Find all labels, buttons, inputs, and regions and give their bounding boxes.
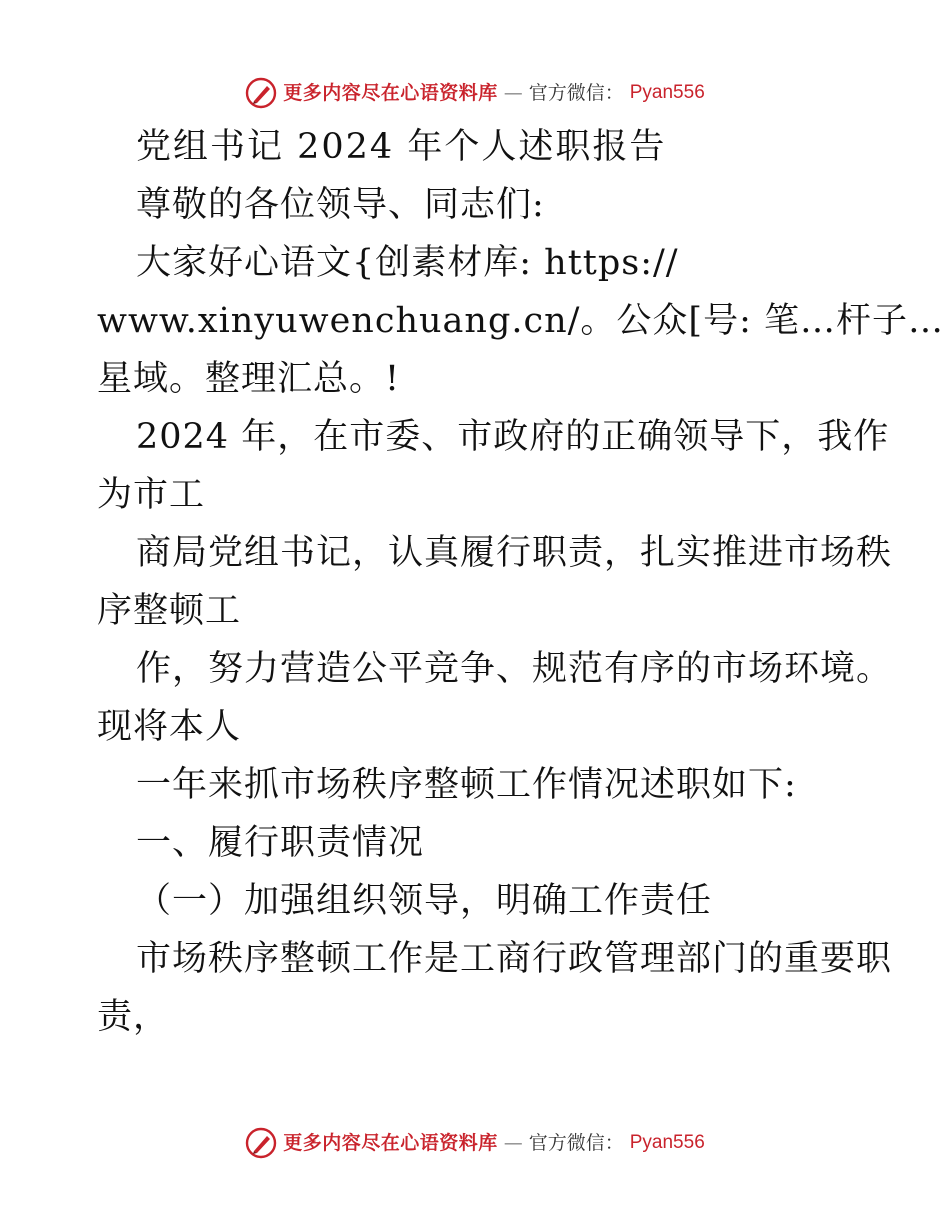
- paragraph-line: 序整顿工: [97, 591, 242, 631]
- paragraph-line: 为市工: [97, 475, 206, 515]
- paragraph-line: 星域。整理汇总。!: [97, 359, 401, 399]
- banner-slogan: 更多内容尽在心语资料库: [283, 82, 498, 104]
- paragraph-line: 一年来抓市场秩序整顿工作情况述职如下:: [136, 765, 797, 805]
- paragraph-line: www.xinyuwenchuang.cn/。公众[号: 笔…杆子…: [97, 301, 944, 341]
- subsection-heading: （一）加强组织领导，明确工作责任: [136, 881, 713, 921]
- section-heading: 一、履行职责情况: [136, 823, 425, 863]
- footer-banner: [0, 1127, 950, 1159]
- paragraph-line: 大家好心语文{创素材库: https://: [136, 243, 679, 283]
- banner-separator: —: [503, 82, 523, 104]
- banner-wechat-label: 官方微信：: [528, 82, 624, 104]
- document-body: [97, 118, 944, 1046]
- paragraph-line: 责，: [97, 997, 170, 1037]
- document-title: 党组书记 2024 年个人述职报告: [136, 127, 667, 167]
- banner-wechat-id: Pyan556: [629, 1132, 705, 1153]
- quill-pen-logo-icon: [245, 1127, 277, 1159]
- salutation: 尊敬的各位领导、同志们:: [136, 185, 545, 225]
- paragraph-line: 作，努力营造公平竞争、规范有序的市场环境。: [136, 649, 893, 689]
- paragraph-line: 商局党组书记，认真履行职责，扎实推进市场秩: [136, 533, 893, 573]
- paragraph-line: 2024 年，在市委、市政府的正确领导下，我作: [136, 417, 890, 457]
- paragraph-line: 现将本人: [97, 707, 242, 747]
- paragraph-line: 市场秩序整顿工作是工商行政管理部门的重要职: [136, 939, 893, 979]
- banner-slogan: 更多内容尽在心语资料库: [283, 1132, 498, 1154]
- banner-wechat-label: 官方微信：: [528, 1132, 624, 1154]
- quill-pen-logo-icon: [245, 77, 277, 109]
- header-banner: [0, 77, 950, 109]
- banner-wechat-id: Pyan556: [629, 82, 705, 103]
- banner-separator: —: [503, 1132, 523, 1154]
